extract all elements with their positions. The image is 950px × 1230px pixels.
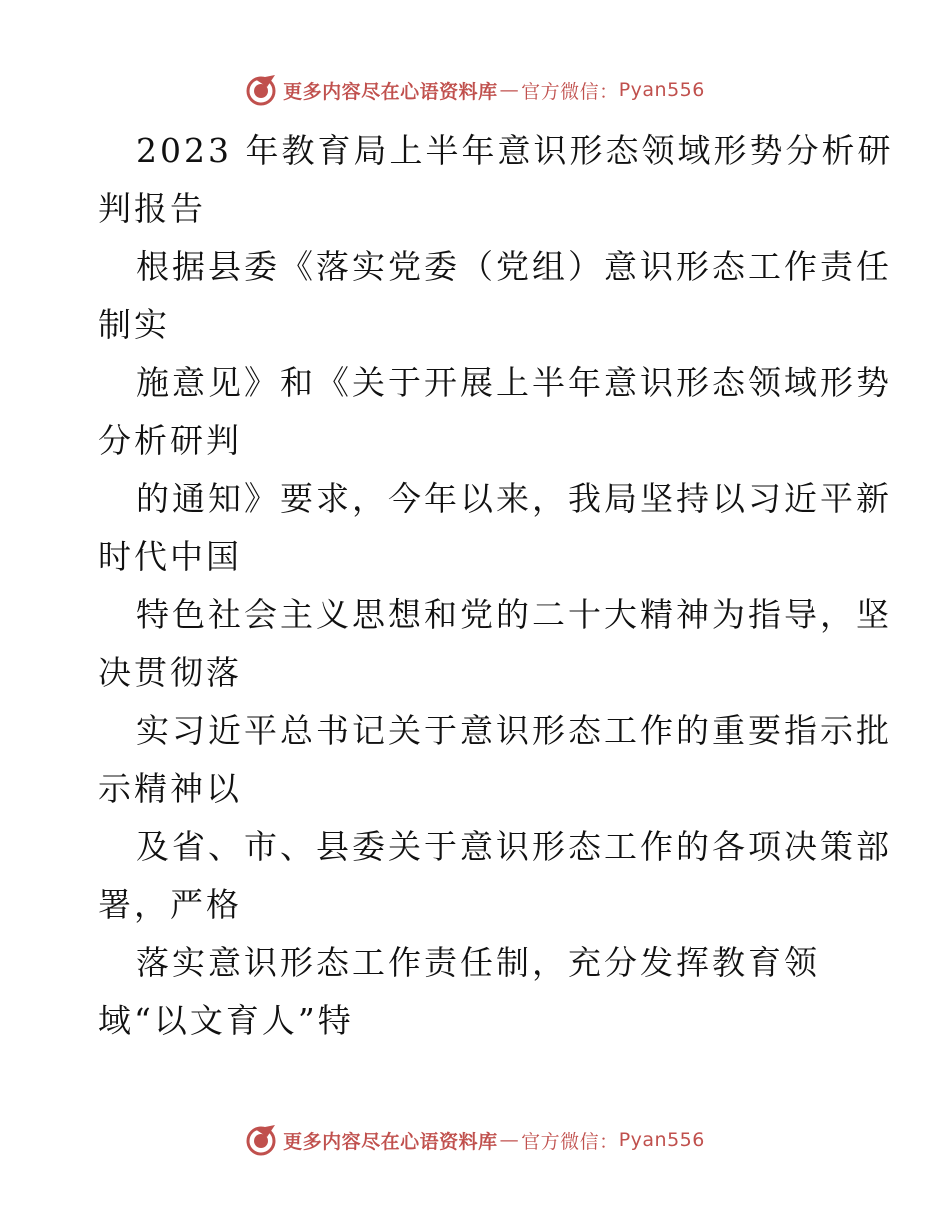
doc-line: 域“以文育人”特 (98, 1001, 354, 1040)
doc-line: 特色社会主义思想和党的二十大精神为指导，坚 (136, 595, 892, 634)
doc-line: 分析研判 (98, 421, 242, 460)
doc-line: 时代中国 (98, 537, 242, 576)
watermark-separator: — (499, 1129, 520, 1151)
doc-line: 示精神以 (98, 769, 242, 808)
watermark-text: 更多内容尽在心语资料库 (283, 1130, 498, 1153)
watermark-wechat-label: 官方微信： (521, 1130, 619, 1153)
doc-line: 实习近平总书记关于意识形态工作的重要指示批 (136, 711, 892, 750)
watermark-separator: — (499, 79, 520, 101)
logo-icon (245, 1123, 279, 1157)
doc-line: 及省、市、县委关于意识形态工作的各项决策部 (136, 827, 892, 866)
doc-line: 2023 年教育局上半年意识形态领域形势分析研 (136, 131, 894, 170)
watermark-text: 更多内容尽在心语资料库 (283, 80, 498, 103)
doc-line: 施意见》和《关于开展上半年意识形态领域形势 (136, 363, 892, 402)
doc-line: 的通知》要求，今年以来，我局坚持以习近平新 (136, 479, 892, 518)
logo-icon (245, 73, 279, 107)
doc-line: 决贯彻落 (98, 653, 242, 692)
footer-watermark (0, 1120, 950, 1160)
watermark-wechat-label: 官方微信： (521, 80, 619, 103)
watermark-wechat-id: Pyan556 (618, 1129, 705, 1151)
doc-line: 落实意识形态工作责任制，充分发挥教育领 (136, 943, 820, 982)
doc-line: 判报告 (98, 189, 206, 228)
doc-line: 署，严格 (98, 885, 242, 924)
watermark-wechat-id: Pyan556 (618, 79, 705, 101)
doc-line: 根据县委《落实党委（党组）意识形态工作责任 (136, 247, 892, 286)
document-body (98, 122, 894, 1050)
doc-line: 制实 (98, 305, 170, 344)
header-watermark (0, 70, 950, 110)
